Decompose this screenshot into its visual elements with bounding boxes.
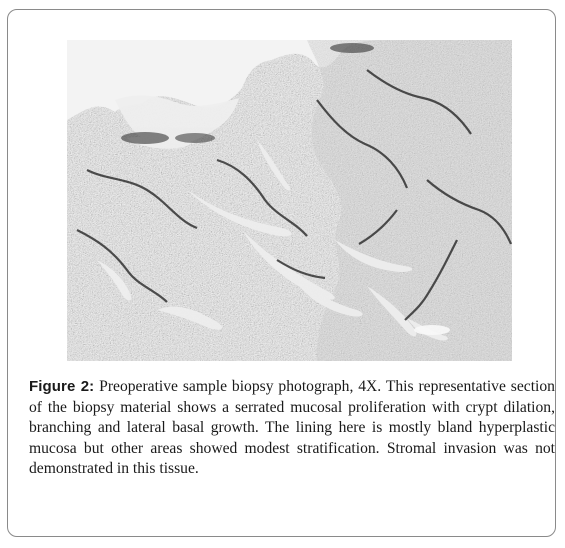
biopsy-micrograph xyxy=(67,40,512,361)
figure-label: Figure 2: xyxy=(29,378,95,395)
figure-frame xyxy=(7,9,556,537)
figure-caption-text: Preoperative sample biopsy photograph, 4X. This representative section of the biopsy material shows a serrated mucosal proliferation with crypt dilation, branching and lateral basal growth. The lining here is mostly bland hyperplastic mucosa but other areas showed modest stratification. Stromal invasion was not demonstrated in this tissue. xyxy=(29,378,555,478)
micrograph-image xyxy=(67,40,512,361)
figure-caption xyxy=(29,377,555,480)
